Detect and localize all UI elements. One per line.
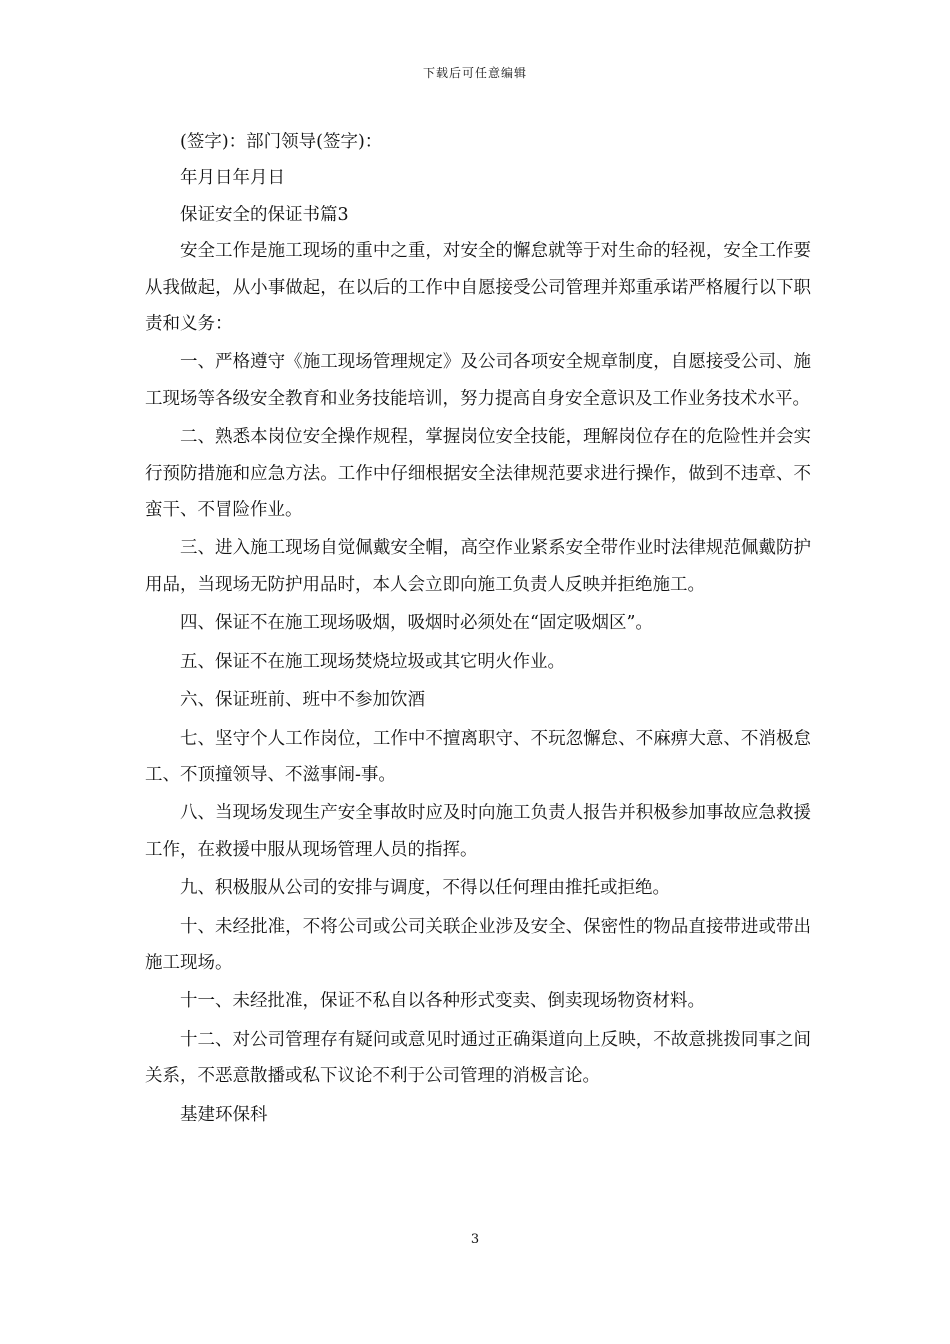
paragraph-item-7: 七、坚守个人工作岗位，工作中不擅离职守、不玩忽懈怠、不麻痹大意、不消极怠工、不顶撞领导、不滋事闹-事。 — [145, 728, 811, 785]
department-signoff: 基建环保科 — [180, 1104, 268, 1125]
signature-line: (签字)：部门领导(签字)： — [180, 132, 383, 152]
paragraph-item-8: 八、当现场发现生产安全事故时应及时向施工负责人报告并积极参加事故应急救援工作，在救援中服从现场管理人员的指挥。 — [145, 803, 811, 860]
paragraph-intro: 安全工作是施工现场的重中之重，对安全的懈怠就等于对生命的轻视，安全工作要从我做起，从小事做起，在以后的工作中自愿接受公司管理并郑重承诺严格履行以下职责和义务： — [145, 241, 811, 335]
paragraph-item-3: 三、进入施工现场自觉佩戴安全帽，高空作业紧系安全带作业时法律规范佩戴防护用品，当现场无防护用品时，本人会立即向施工负责人反映并拒绝施工。 — [145, 538, 811, 595]
paragraph-item-9: 九、积极服从公司的安排与调度，不得以任何理由推托或拒绝。 — [180, 878, 670, 899]
section-title: 保证安全的保证书篇3 — [180, 204, 349, 225]
paragraph-item-12: 十二、对公司管理存有疑问或意见时通过正确渠道向上反映，不故意挑拨同事之间关系，不恶意散播或私下议论不利于公司管理的消极言论。 — [145, 1029, 811, 1087]
page-header: 下载后可任意编辑 — [422, 66, 527, 80]
paragraph-item-10: 十、未经批准，不将公司或公司关联企业涉及安全、保密性的物品直接带进或带出施工现场。 — [145, 916, 811, 973]
date-line: 年月日年月日 — [180, 168, 285, 189]
paragraph-item-5: 五、保证不在施工现场焚烧垃圾或其它明火作业。 — [180, 651, 565, 672]
paragraph-item-1: 一、严格遵守《施工现场管理规定》及公司各项安全规章制度，自愿接受公司、施工现场等各级安全教育和业务技能培训，努力提高自身安全意识及工作业务技术水平。 — [145, 352, 811, 409]
paragraph-item-2: 二、熟悉本岗位安全操作规程，掌握岗位安全技能，理解岗位存在的危险性并会实行预防措施和应急方法。工作中仔细根据安全法律规范要求进行操作，做到不违章、不蛮干、不冒险作业。 — [145, 427, 811, 521]
paragraph-item-4: 四、保证不在施工现场吸烟，吸烟时必须处在“固定吸烟区”。 — [180, 613, 653, 634]
document-body — [145, 124, 811, 1133]
page-number: 3 — [470, 1232, 480, 1247]
paragraph-item-6: 六、保证班前、班中不参加饮酒 — [180, 690, 425, 711]
paragraph-item-11: 十一、未经批准，保证不私自以各种形式变卖、倒卖现场物资材料。 — [180, 991, 705, 1012]
